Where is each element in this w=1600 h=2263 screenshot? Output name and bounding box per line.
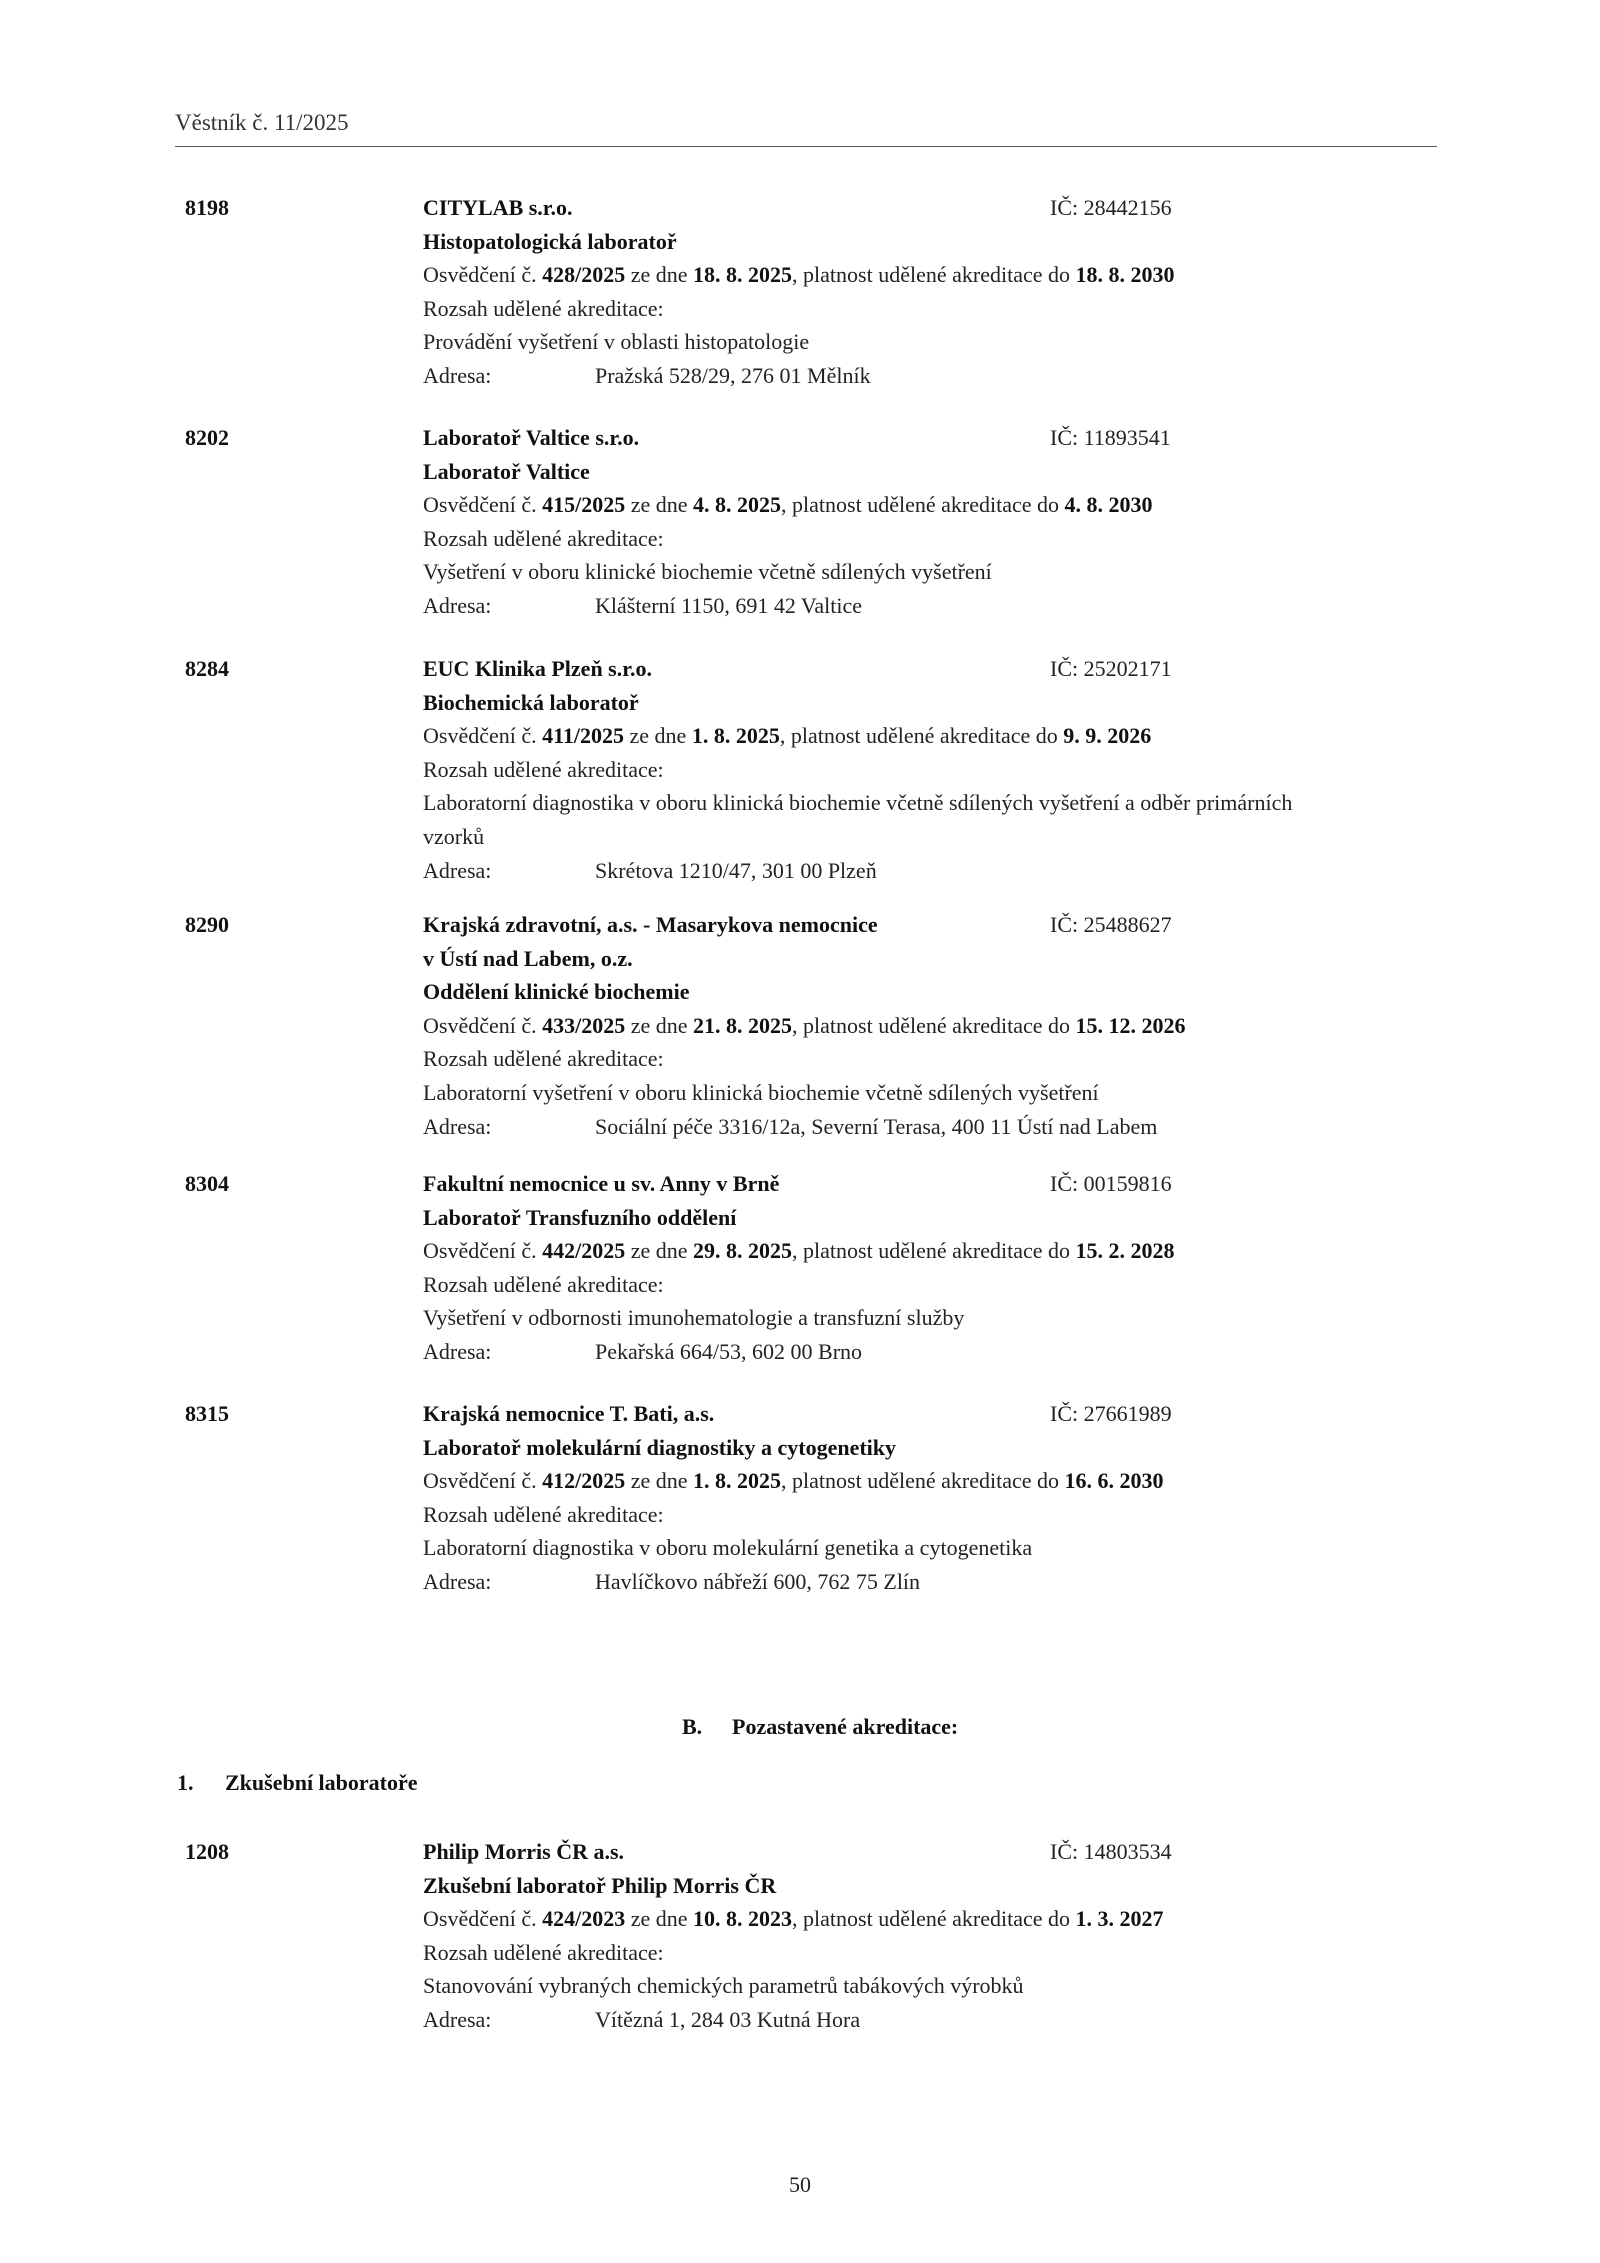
cert-issued-date: 21. 8. 2025 bbox=[693, 1012, 793, 1038]
address-label: Adresa: bbox=[423, 593, 492, 618]
cert-prefix: Osvědčení č. bbox=[423, 1238, 543, 1264]
cert-valid-label: , platnost udělené akreditace do bbox=[781, 492, 1065, 518]
entry-number: 8290 bbox=[185, 912, 229, 937]
header-divider bbox=[175, 146, 1437, 147]
ic-number bbox=[1050, 1397, 1172, 1431]
organization-name: EUC Klinika Plzeň s.r.o. bbox=[423, 656, 652, 681]
scope-text: Vyšetření v oboru klinické biochemie včetně sdílených vyšetření bbox=[423, 559, 992, 585]
cert-number: 433/2025 bbox=[542, 1012, 626, 1038]
cert-date-label: ze dne bbox=[625, 1238, 694, 1264]
cert-date-label: ze dne bbox=[625, 1906, 694, 1932]
cert-date-label: ze dne bbox=[625, 262, 694, 288]
cert-number: 428/2025 bbox=[542, 262, 626, 288]
cert-prefix: Osvědčení č. bbox=[423, 723, 543, 749]
laboratory-name: Histopatologická laboratoř bbox=[423, 228, 677, 254]
cert-valid-label: , platnost udělené akreditace do bbox=[792, 1012, 1076, 1038]
laboratory-name: Oddělení klinické biochemie bbox=[423, 979, 690, 1005]
entry-number: 8304 bbox=[185, 1171, 229, 1196]
cert-prefix: Osvědčení č. bbox=[423, 1012, 543, 1038]
address-value: Havlíčkovo nábřeží 600, 762 75 Zlín bbox=[595, 1569, 921, 1594]
scope-label: Rozsah udělené akreditace: bbox=[423, 1046, 664, 1072]
address-label: Adresa: bbox=[423, 2007, 492, 2032]
cert-valid-label: , platnost udělené akreditace do bbox=[779, 723, 1064, 749]
address-label: Adresa: bbox=[423, 1339, 492, 1364]
cert-date-label: ze dne bbox=[625, 1468, 694, 1494]
certificate-line bbox=[423, 719, 1151, 753]
ic-number bbox=[1050, 1835, 1172, 1869]
ic-label: IČ: bbox=[1050, 1839, 1084, 1864]
address-label: Adresa: bbox=[423, 1569, 492, 1594]
laboratory-name: Biochemická laboratoř bbox=[423, 689, 639, 715]
cert-number: 415/2025 bbox=[542, 492, 626, 518]
cert-prefix: Osvědčení č. bbox=[423, 1906, 543, 1932]
entry-number: 8284 bbox=[185, 656, 229, 681]
ic-value: 25202171 bbox=[1083, 656, 1172, 681]
cert-valid-label: , platnost udělené akreditace do bbox=[792, 1238, 1076, 1264]
ic-value: 00159816 bbox=[1083, 1171, 1172, 1196]
scope-label: Rozsah udělené akreditace: bbox=[423, 525, 664, 551]
cert-valid-until: 16. 6. 2030 bbox=[1064, 1468, 1164, 1494]
scope-text: Provádění vyšetření v oblasti histopatologie bbox=[423, 329, 810, 355]
scope-text: Vyšetření v odbornosti imunohematologie a transfuzní služby bbox=[423, 1305, 965, 1331]
ic-label: IČ: bbox=[1050, 195, 1084, 220]
certificate-line bbox=[423, 258, 1175, 292]
address-value: Skrétova 1210/47, 301 00 Plzeň bbox=[595, 857, 877, 883]
scope-text: Laboratorní vyšetření v oboru klinická biochemie včetně sdílených vyšetření bbox=[423, 1080, 1099, 1105]
cert-date-label: ze dne bbox=[624, 723, 692, 749]
ic-value: 11893541 bbox=[1083, 425, 1171, 450]
page-number: 50 bbox=[789, 2172, 811, 2197]
section-b-letter: B. bbox=[682, 1714, 703, 1739]
organization-name: Fakultní nemocnice u sv. Anny v Brně bbox=[423, 1171, 780, 1196]
organization-name: Krajská zdravotní, a.s. - Masarykova nemocnice bbox=[423, 912, 878, 937]
ic-number bbox=[1050, 191, 1172, 225]
cert-issued-date: 1. 8. 2025 bbox=[693, 1468, 782, 1494]
scope-label: Rozsah udělené akreditace: bbox=[423, 295, 664, 321]
scope-label: Rozsah udělené akreditace: bbox=[423, 1271, 664, 1297]
organization-name: CITYLAB s.r.o. bbox=[423, 195, 573, 220]
scope-text: Laboratorní diagnostika v oboru molekulární genetika a cytogenetika bbox=[423, 1535, 1033, 1561]
cert-issued-date: 18. 8. 2025 bbox=[693, 262, 793, 288]
certificate-line bbox=[423, 1234, 1175, 1268]
entry-number: 1208 bbox=[185, 1839, 229, 1864]
ic-number bbox=[1050, 908, 1172, 942]
address-label: Adresa: bbox=[423, 857, 492, 883]
certificate-line bbox=[423, 1902, 1164, 1936]
ic-value: 14803534 bbox=[1083, 1839, 1172, 1864]
cert-issued-date: 29. 8. 2025 bbox=[693, 1238, 793, 1264]
cert-issued-date: 4. 8. 2025 bbox=[693, 492, 782, 518]
section-b-title: Pozastavené akreditace: bbox=[732, 1714, 959, 1739]
cert-valid-until: 18. 8. 2030 bbox=[1075, 262, 1175, 288]
cert-valid-until: 1. 3. 2027 bbox=[1075, 1906, 1164, 1932]
ic-number bbox=[1050, 1167, 1172, 1201]
ic-label: IČ: bbox=[1050, 1401, 1084, 1426]
scope-label: Rozsah udělené akreditace: bbox=[423, 1501, 664, 1527]
cert-number: 424/2023 bbox=[542, 1906, 626, 1932]
address-label: Adresa: bbox=[423, 1113, 492, 1139]
certificate-line bbox=[423, 1009, 1186, 1043]
entry-number: 8198 bbox=[185, 195, 229, 220]
cert-date-label: ze dne bbox=[625, 1012, 694, 1038]
cert-number: 442/2025 bbox=[542, 1238, 626, 1264]
cert-issued-date: 1. 8. 2025 bbox=[691, 723, 780, 749]
subsection-number: 1. bbox=[177, 1770, 194, 1795]
subsection-title: Zkušební laboratoře bbox=[225, 1770, 418, 1795]
cert-valid-label: , platnost udělené akreditace do bbox=[792, 262, 1076, 288]
cert-valid-label: , platnost udělené akreditace do bbox=[792, 1906, 1076, 1932]
laboratory-name: Laboratoř Valtice bbox=[423, 458, 590, 484]
entry-number: 8315 bbox=[185, 1401, 229, 1426]
ic-value: 27661989 bbox=[1083, 1401, 1172, 1426]
laboratory-name: Laboratoř molekulární diagnostiky a cytogenetiky bbox=[423, 1434, 897, 1460]
address-value: Vítězná 1, 284 03 Kutná Hora bbox=[595, 2007, 861, 2032]
ic-label: IČ: bbox=[1050, 912, 1084, 937]
ic-label: IČ: bbox=[1050, 1171, 1084, 1196]
address-value: Sociální péče 3316/12a, Severní Terasa, 400 11 Ústí nad Labem bbox=[595, 1113, 1158, 1139]
entry-number: 8202 bbox=[185, 425, 229, 450]
organization-name: Krajská nemocnice T. Bati, a.s. bbox=[423, 1401, 715, 1426]
address-value: Pražská 528/29, 276 01 Mělník bbox=[595, 363, 871, 388]
scope-text: vzorků bbox=[423, 824, 485, 849]
cert-valid-until: 15. 2. 2028 bbox=[1075, 1238, 1175, 1264]
scope-label: Rozsah udělené akreditace: bbox=[423, 1939, 664, 1965]
cert-valid-until: 4. 8. 2030 bbox=[1064, 492, 1153, 518]
laboratory-name: Laboratoř Transfuzního oddělení bbox=[423, 1204, 737, 1230]
cert-valid-label: , platnost udělené akreditace do bbox=[781, 1468, 1065, 1494]
cert-valid-until: 15. 12. 2026 bbox=[1075, 1012, 1186, 1038]
scope-text: Laboratorní diagnostika v oboru klinická biochemie včetně sdílených vyšetření a odběr primárních bbox=[423, 790, 1293, 816]
cert-number: 412/2025 bbox=[542, 1468, 626, 1494]
ic-label: IČ: bbox=[1050, 425, 1084, 450]
laboratory-name: Zkušební laboratoř Philip Morris ČR bbox=[423, 1872, 777, 1898]
running-header: Věstník č. 11/2025 bbox=[175, 110, 349, 135]
address-value: Pekařská 664/53, 602 00 Brno bbox=[595, 1339, 863, 1364]
ic-label: IČ: bbox=[1050, 656, 1084, 681]
organization-name: Laboratoř Valtice s.r.o. bbox=[423, 425, 640, 450]
cert-prefix: Osvědčení č. bbox=[423, 262, 543, 288]
cert-date-label: ze dne bbox=[625, 492, 694, 518]
cert-valid-until: 9. 9. 2026 bbox=[1063, 723, 1152, 749]
organization-name: Philip Morris ČR a.s. bbox=[423, 1839, 625, 1864]
ic-number bbox=[1050, 652, 1172, 686]
cert-issued-date: 10. 8. 2023 bbox=[693, 1906, 793, 1932]
cert-number: 411/2025 bbox=[542, 723, 625, 749]
ic-value: 25488627 bbox=[1083, 912, 1172, 937]
scope-text: Stanovování vybraných chemických parametrů tabákových výrobků bbox=[423, 1973, 1024, 1999]
address-label: Adresa: bbox=[423, 363, 492, 388]
ic-number bbox=[1050, 421, 1171, 455]
certificate-line bbox=[423, 1464, 1164, 1498]
ic-value: 28442156 bbox=[1083, 195, 1172, 220]
organization-name: v Ústí nad Labem, o.z. bbox=[423, 945, 633, 971]
cert-prefix: Osvědčení č. bbox=[423, 492, 543, 518]
cert-prefix: Osvědčení č. bbox=[423, 1468, 543, 1494]
scope-label: Rozsah udělené akreditace: bbox=[423, 756, 664, 782]
certificate-line bbox=[423, 488, 1153, 522]
address-value: Klášterní 1150, 691 42 Valtice bbox=[595, 593, 863, 618]
